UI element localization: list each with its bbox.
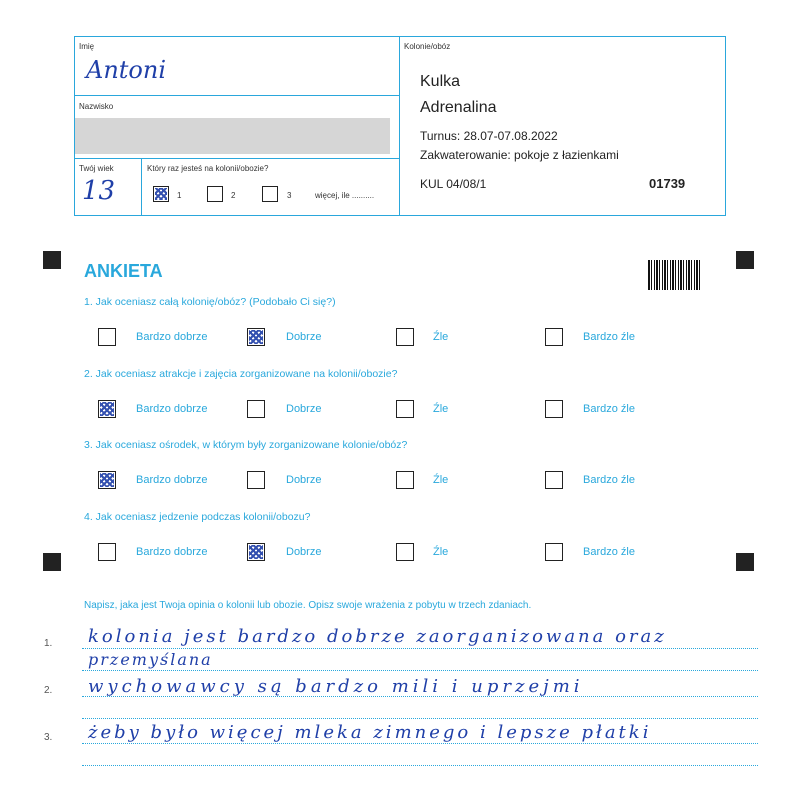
which-time-option-3: 3 <box>287 191 292 200</box>
q4-option-bardzo-dobrze: Bardzo dobrze <box>136 546 208 558</box>
which-time-more: więcej, ile .......... <box>315 191 375 200</box>
header-divider <box>399 36 400 215</box>
which-time-checkbox-3[interactable] <box>262 186 278 202</box>
camp-label: Kolonie/obóz <box>404 42 451 51</box>
q2-checkbox-bardzo-dobrze[interactable] <box>98 400 116 418</box>
age-divider <box>141 158 142 215</box>
line-number-2: 2. <box>44 685 53 696</box>
q1-checkbox-dobrze[interactable] <box>247 328 265 346</box>
first-name-value: Antoni <box>86 56 167 84</box>
q3-checkbox-bardzo-zle[interactable] <box>545 471 563 489</box>
age-value: 13 <box>82 176 116 206</box>
camp-subtitle: Adrenalina <box>420 99 497 116</box>
surname-divider <box>74 158 399 159</box>
opinion-prompt: Napisz, jaka jest Twoja opinia o kolonii lub obozie. Opisz swoje wrażenia z pobytu w trzech zdaniach. <box>84 600 532 611</box>
first-name-divider <box>74 95 399 96</box>
question-4: 4. Jak oceniasz jedzenie podczas kolonii/obozu? <box>84 511 311 523</box>
camp-number: 01739 <box>649 176 686 191</box>
answer-text-2: wychowawcy są bardzo mili i uprzejmi <box>88 676 584 697</box>
answer-line-1 <box>82 648 758 649</box>
q3-checkbox-dobrze[interactable] <box>247 471 265 489</box>
surname-label: Nazwisko <box>79 102 114 111</box>
line-number-1: 1. <box>44 638 53 649</box>
registration-marker-top-right <box>736 251 754 269</box>
q1-option-dobrze: Dobrze <box>286 331 322 343</box>
camp-turnus: Turnus: 28.07-07.08.2022 <box>420 129 558 143</box>
q4-option-zle: Źle <box>433 546 449 558</box>
q3-option-bardzo-dobrze: Bardzo dobrze <box>136 474 208 486</box>
q1-checkbox-bardzo-dobrze[interactable] <box>98 328 116 346</box>
surname-redacted <box>75 118 390 154</box>
which-time-checkbox-1[interactable] <box>153 186 169 202</box>
camp-code: KUL 04/08/1 <box>420 177 487 191</box>
registration-marker-mid-right <box>736 553 754 571</box>
which-time-label: Który raz jesteś na kolonii/obozie? <box>147 164 269 173</box>
q1-checkbox-zle[interactable] <box>396 328 414 346</box>
q2-option-dobrze: Dobrze <box>286 403 322 415</box>
q2-checkbox-zle[interactable] <box>396 400 414 418</box>
answer-line-3 <box>82 743 758 744</box>
line-number-3: 3. <box>44 732 53 743</box>
question-3: 3. Jak oceniasz ośrodek, w którym były zorganizowane kolonie/obóz? <box>84 439 408 451</box>
q3-option-bardzo-zle: Bardzo źle <box>583 474 635 486</box>
which-time-checkbox-2[interactable] <box>207 186 223 202</box>
q2-option-bardzo-dobrze: Bardzo dobrze <box>136 403 208 415</box>
q3-checkbox-bardzo-dobrze[interactable] <box>98 471 116 489</box>
registration-marker-top-left <box>43 251 61 269</box>
q4-checkbox-bardzo-zle[interactable] <box>545 543 563 561</box>
registration-marker-mid-left <box>43 553 61 571</box>
age-label: Twój wiek <box>79 164 114 173</box>
q4-option-bardzo-zle: Bardzo źle <box>583 546 635 558</box>
answer-text-1: kolonia jest bardzo dobrze zaorganizowana oraz <box>88 626 667 647</box>
q4-checkbox-bardzo-dobrze[interactable] <box>98 543 116 561</box>
answer-text-3: żeby było więcej mleka zimnego i lepsze płatki <box>88 722 652 743</box>
q2-checkbox-dobrze[interactable] <box>247 400 265 418</box>
q1-checkbox-bardzo-zle[interactable] <box>545 328 563 346</box>
q2-option-zle: Źle <box>433 403 449 415</box>
question-1: 1. Jak oceniasz całą kolonię/obóz? (Podobało Ci się?) <box>84 296 336 308</box>
which-time-option-1: 1 <box>177 191 182 200</box>
q3-option-dobrze: Dobrze <box>286 474 322 486</box>
q2-option-bardzo-zle: Bardzo źle <box>583 403 635 415</box>
question-2: 2. Jak oceniasz atrakcje i zajęcia zorganizowane na kolonii/obozie? <box>84 368 398 380</box>
q1-option-zle: Źle <box>433 331 449 343</box>
q1-option-bardzo-dobrze: Bardzo dobrze <box>136 331 208 343</box>
q4-checkbox-zle[interactable] <box>396 543 414 561</box>
answer-text-1-continued: przemyślana <box>88 650 213 669</box>
which-time-option-2: 2 <box>231 191 236 200</box>
barcode <box>648 260 702 290</box>
answer-line-3b <box>82 765 758 766</box>
answer-line-2b <box>82 718 758 719</box>
q2-checkbox-bardzo-zle[interactable] <box>545 400 563 418</box>
q4-checkbox-dobrze[interactable] <box>247 543 265 561</box>
camp-accommodation: Zakwaterowanie: pokoje z łazienkami <box>420 148 619 162</box>
q1-option-bardzo-zle: Bardzo źle <box>583 331 635 343</box>
answer-line-1b <box>82 670 758 671</box>
survey-title: ANKIETA <box>84 261 163 281</box>
first-name-label: Imię <box>79 42 95 51</box>
q3-checkbox-zle[interactable] <box>396 471 414 489</box>
q4-option-dobrze: Dobrze <box>286 546 322 558</box>
camp-name: Kulka <box>420 73 461 90</box>
q3-option-zle: Źle <box>433 474 449 486</box>
